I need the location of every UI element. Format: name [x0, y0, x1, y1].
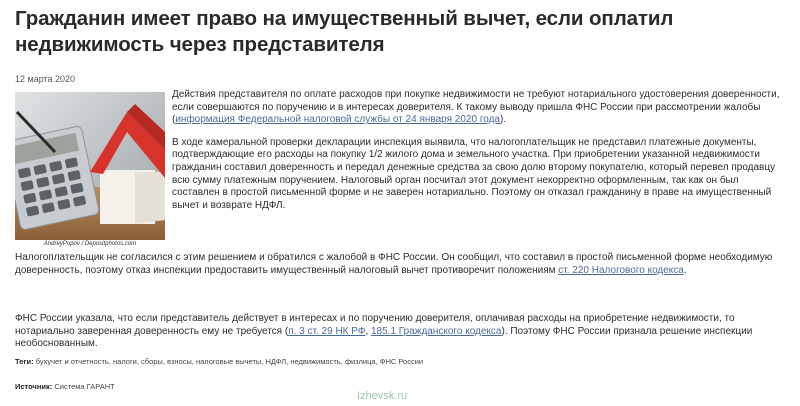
- article: [15, 0, 790, 391]
- calculator-house-photo: [15, 92, 165, 240]
- paragraph-2: В ходе камеральной проверки декларации инспекция выявила, что налогоплательщик не представил платежные документы, подтверждающие его расходы на покупку 1/2 жилого дома и земельного участка. При приобретении указанной недвижимости гражданин составил доверенность и передал денежные средства за свою долю второму покупателю, который перевел продавцу всю сумму платежным поручением. Налоговый орган посчитал этот документ некорректно оформленным, так как он был составлен в простой письменной форме и не заверен нотариально. Поэтому он отказал гражданину в праве на имущественный вычет и возврате НДФЛ.: [172, 136, 776, 211]
- source-label: Источник:: [15, 382, 53, 391]
- tax-code-article-220-link[interactable]: ст. 220 Налогового кодекса: [558, 264, 684, 276]
- paragraph-4: [15, 313, 775, 351]
- tags-row: [15, 357, 423, 366]
- source-row: [15, 382, 115, 391]
- article-title: Гражданин имеет право на имущественный вычет, если оплатил недвижимость через представителя: [15, 7, 674, 56]
- paragraph-3-end: .: [683, 264, 687, 276]
- article-date: 12 марта 2020: [15, 74, 76, 84]
- source-name: Система ГАРАНТ: [54, 382, 115, 391]
- paragraph-4-text: ФНС России указала, что если представитель действует в интересах и по поручению доверителя, оплачивая расходы на приобретение недвижимости, то нотариально заверенная доверенность ему не требуется (: [15, 313, 735, 337]
- fns-info-link[interactable]: информация Федеральной налоговой службы от 24 января 2020 года: [175, 114, 500, 126]
- tags-list[interactable]: бухучет и отчетность, налоги, сборы, взносы, налоговые вычеты, НДФЛ, недвижимость, физлица, ФНС России: [35, 357, 424, 366]
- paragraph-1-text: Действия представителя по оплате расходов при покупке недвижимости не требуют нотариального удостоверения доверенности, если совершаются по поручению и в интересах доверителя. К такому выводу пришла ФНС России при рассмотрении жалобы (: [172, 89, 780, 126]
- paragraph-4-end: ). Поэтому ФНС России признала решение инспекции необоснованным.: [15, 325, 753, 350]
- paragraph-3: [15, 252, 775, 277]
- paragraph-1: [172, 89, 787, 127]
- paragraph-3-text: Налогоплательщик не согласился с этим решением и обратился с жалобой в ФНС России. Он сообщил, что составил в простой письменной форме необходимую доверенность, поэтому отказ инспекции предоставить имущественный налоговый вычет противоречит положениям: [15, 252, 773, 276]
- image-credit: AndreyPopov / Depositphotos.com: [43, 241, 137, 247]
- paragraph-1-end: ).: [500, 114, 507, 126]
- tags-label: Теги:: [15, 357, 34, 366]
- paragraph-4-separator: ,: [365, 325, 371, 337]
- article-body-wrapped: [172, 89, 787, 212]
- article-figure: [15, 92, 165, 252]
- watermark: Izhevsk.ru: [357, 390, 408, 402]
- nk-rf-link[interactable]: п. 3 ст. 29 НК РФ: [288, 325, 366, 337]
- civil-code-link[interactable]: 185.1 Гражданского кодекса: [371, 325, 502, 337]
